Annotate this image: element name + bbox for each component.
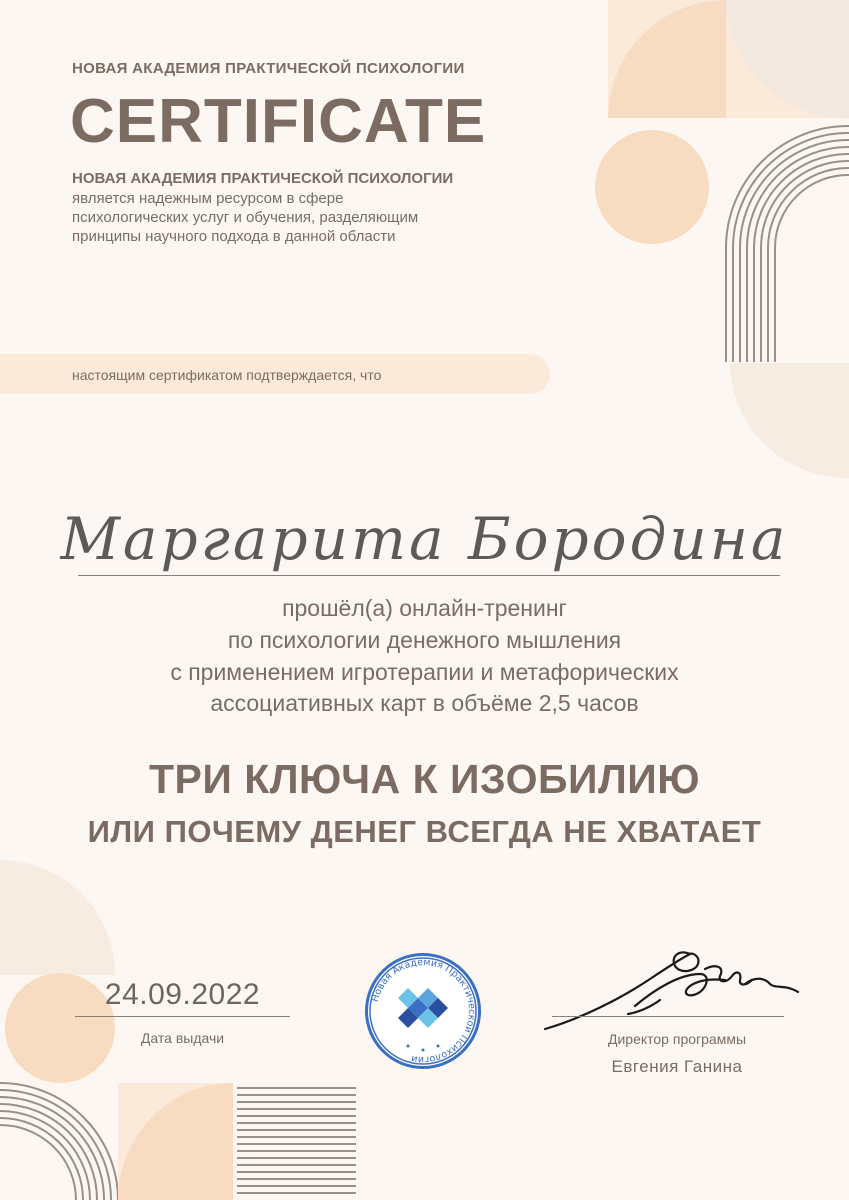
signature-icon [540,944,810,1034]
signature-line [552,1016,784,1017]
name-underline [78,575,780,576]
course-title-line2: ИЛИ ПОЧЕМУ ДЕНЕГ ВСЕГДА НЕ ХВАТАЕТ [87,814,762,849]
organization-name: НОВАЯ АКАДЕМИЯ ПРАКТИЧЕСКОЙ ПСИХОЛОГИИ [72,60,465,77]
course-title-line1: ТРИ КЛЮЧА К ИЗОБИЛИЮ [149,756,700,802]
peach-circle-top [595,130,709,244]
bottom-left-quarter-light [0,860,115,975]
description-line: принципы научного подхода в данной области [72,228,396,245]
bottom-arch-lines [0,1083,118,1200]
date-underline [75,1016,290,1017]
horizontal-lines [237,1088,356,1193]
body-line: с применением игротерапии и метафорических [170,659,679,685]
arch-lines [726,126,849,362]
recipient-name: Маргарита Бородина [60,505,789,573]
description-line: психологических услуг и обучения, разделяющим [72,209,419,226]
signatory-name: Евгения Ганина [611,1057,743,1076]
confirmation-text: настоящим сертификатом подтверждается, что [72,367,382,383]
issue-date: 24.09.2022 [104,978,261,1011]
body-line: прошёл(а) онлайн-тренинг [282,595,567,621]
academy-seal-icon [358,946,488,1076]
signatory-role: Директор программы [607,1031,747,1047]
body-line: по психологии денежного мышления [227,627,622,653]
certificate-title: CERTIFICATE [70,87,487,156]
description-title: НОВАЯ АКАДЕМИЯ ПРАКТИЧЕСКОЙ ПСИХОЛОГИИ [72,170,454,187]
description-line: является надежным ресурсом в сфере [72,190,344,207]
right-quarter-circle [730,363,849,478]
issue-date-label: Дата выдачи [140,1030,225,1046]
seal-text: Новая Академия Практической Психологии [369,956,478,1066]
body-line: ассоциативных карт в объёме 2,5 часов [210,690,639,716]
